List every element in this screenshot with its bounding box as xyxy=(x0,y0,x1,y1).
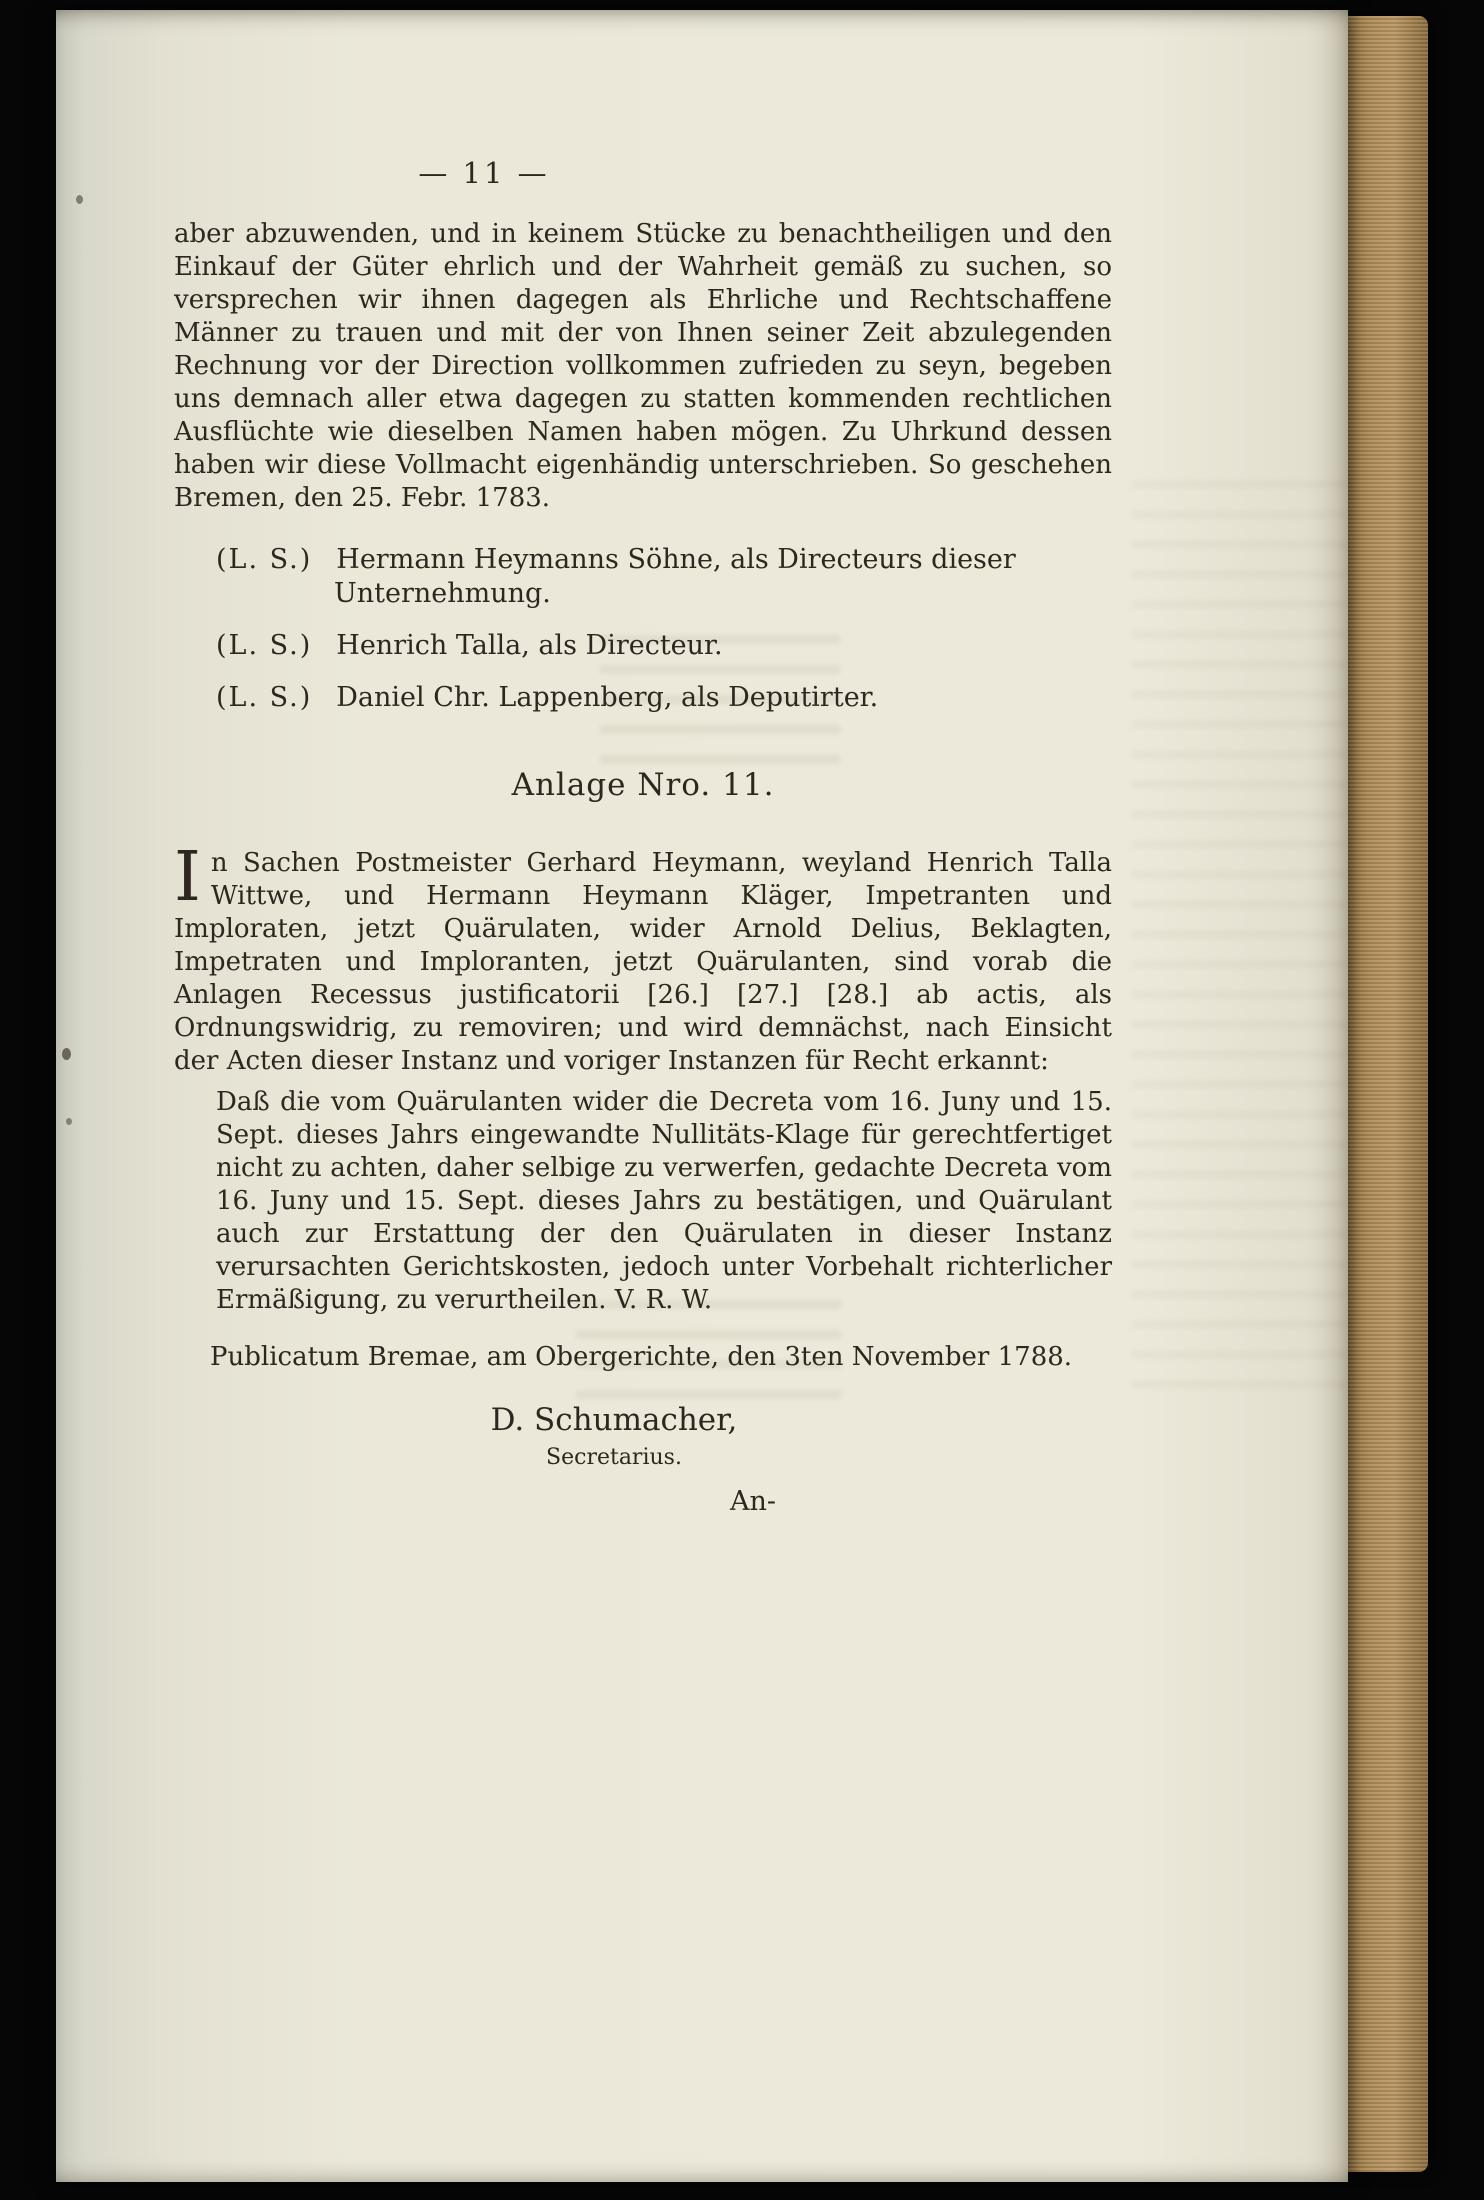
paper-stain xyxy=(76,195,83,204)
seal-mark: (L. S.) xyxy=(216,682,313,713)
seal-mark: (L. S.) xyxy=(216,630,313,661)
paragraph-verdict: Daß die vom Quärulanten wider die Decreta vom 16. Juny und 15. Sept. dieses Jahrs eingewandte Nullitäts-Klage für gerechtfertiget nicht zu achten, daher selbige zu verwerfen, gedachte Decreta vom 16. Juny und 15. Sept. dieses Jahrs zu bestätigen, und Quärulant auch zur Erstattung der den Quärulaten in dieser Instanz verursachten Gerichtskosten, jedoch unter Vorbehalt richterlicher Ermäßigung, zu verurtheilen. V. R. W. xyxy=(216,1087,1112,1315)
paragraph-case-text: n Sachen Postmeister Gerhard Heymann, weyland Henrich Talla Wittwe, und Hermann Heymann Kläger, Impetranten und Imploraten, jetzt Quärulaten, wider Arnold Delius, Beklagten, Impetraten und Imploranten, jetzt Quärulanten, sind vorab die Anlagen Recessus justificatorii [26.] [27.] [28.] ab actis, als Ordnungswidrig, zu removiren; und wird demnächst, nach Einsicht der Acten dieser Instanz und voriger Instanzen für Recht erkannt: xyxy=(174,848,1112,1076)
signer-title: Secretarius. xyxy=(546,1445,682,1470)
bleedthrough-texture xyxy=(1131,480,1346,1400)
section-heading: Anlage Nro. 11. xyxy=(511,767,775,803)
seal-mark: (L. S.) xyxy=(216,544,313,575)
signature-list xyxy=(174,543,1112,715)
page-number: — 11 — xyxy=(418,156,550,190)
paragraph-publicatum: Publicatum Bremae, am Obergerichte, den 3ten November 1788. xyxy=(210,1342,1073,1372)
paper-stain xyxy=(62,1048,71,1060)
page-content xyxy=(174,10,1112,1517)
catchword: An- xyxy=(730,1486,777,1517)
signature-entry xyxy=(216,629,1112,663)
signature-entry xyxy=(216,543,1112,611)
paper-stain xyxy=(66,1118,72,1125)
signer-block xyxy=(354,1402,874,1470)
signer-name: D. Schumacher, xyxy=(490,1402,738,1438)
paragraph-mandate: aber abzuwenden, und in keinem Stücke zu benachtheiligen und den Einkauf der Güter ehrlich und der Wahrheit gemäß zu suchen, so versprechen wir ihnen dagegen als Ehrliche und Rechtschaffene Männer zu trauen und mit der von Ihnen seiner Zeit abzulegenden Rechnung vor der Direction vollkommen zufrieden zu seyn, begeben uns demnach aller etwa dagegen zu statten kommenden rechtlichen Ausflüchte wie dieselben Namen haben mögen. Zu Uhrkund dessen haben wir diese Vollmacht eigenhändig unterschrieben. So geschehen Bremen, den 25. Febr. 1783. xyxy=(174,219,1112,513)
drop-cap: I xyxy=(174,838,201,917)
signature-text: Henrich Talla, als Directeur. xyxy=(336,630,723,661)
paragraph-case xyxy=(174,838,1112,1078)
signature-text: Hermann Heymanns Söhne, als Directeurs dieser Unternehmung. xyxy=(334,544,1016,609)
signature-text: Daniel Chr. Lappenberg, als Deputirter. xyxy=(336,682,879,713)
book-page xyxy=(56,10,1348,2182)
signature-entry xyxy=(216,681,1112,715)
book-fore-edge xyxy=(1338,16,1428,2172)
